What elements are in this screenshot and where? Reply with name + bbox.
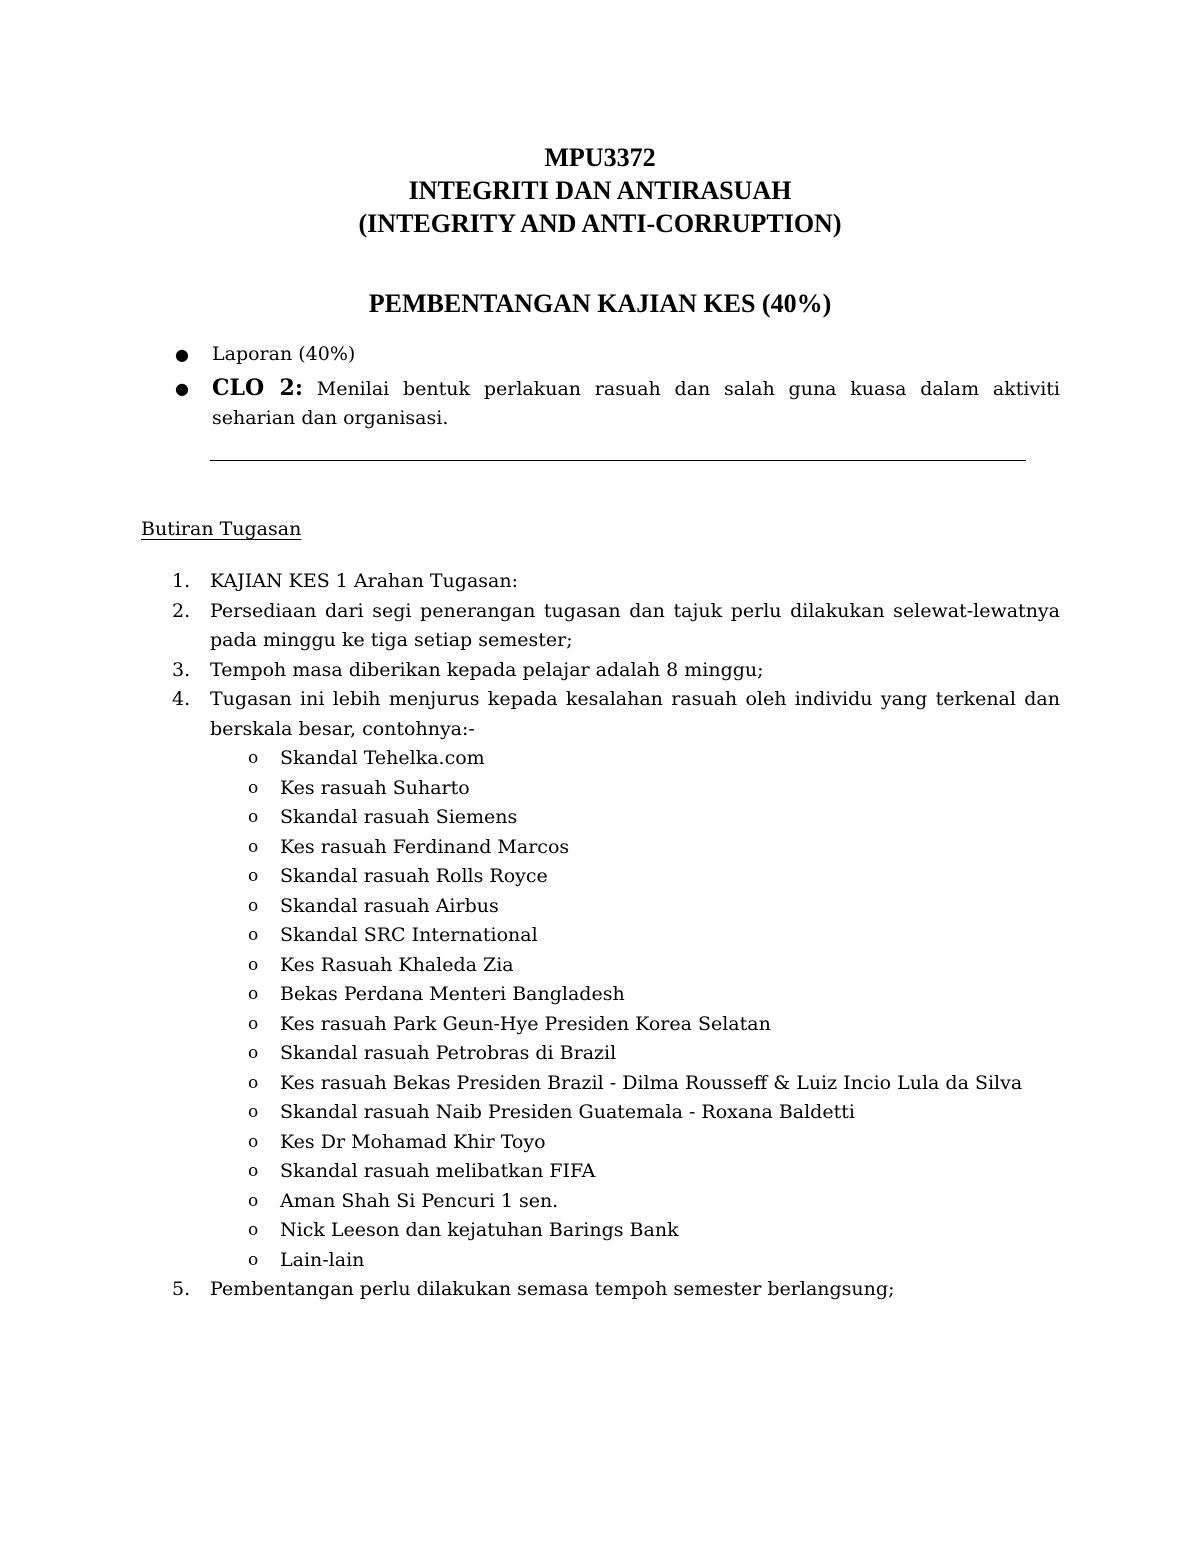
circle-bullet-icon: o bbox=[248, 807, 259, 827]
report-text: Laporan (40%) bbox=[212, 343, 356, 365]
item-number: 5. bbox=[172, 1278, 191, 1300]
circle-bullet-icon: o bbox=[248, 954, 259, 975]
example-text: Nick Leeson dan kejatuhan Barings Bank bbox=[280, 1219, 679, 1241]
item-text: Tugasan ini lebih menjurus kepada kesalahan rasuah oleh individu yang terkenal dan berskala besar, contohnya:- bbox=[210, 688, 1060, 740]
list-item bbox=[172, 567, 1060, 597]
course-name-ms: INTEGRITI DAN ANTIRASUAH bbox=[408, 176, 792, 205]
example-text: Aman Shah Si Pencuri 1 sen. bbox=[280, 1189, 559, 1212]
horizontal-rule bbox=[210, 460, 1026, 461]
example-item bbox=[210, 921, 1060, 951]
example-item bbox=[210, 774, 1060, 804]
item-text: Tempoh masa diberikan kepada pelajar adalah 8 minggu; bbox=[210, 658, 764, 681]
example-text: Kes rasuah Suharto bbox=[280, 776, 470, 799]
example-text: Skandal SRC International bbox=[280, 924, 538, 946]
details-heading: Butiran Tugasan bbox=[141, 518, 302, 540]
example-item bbox=[210, 1216, 1060, 1246]
circle-bullet-icon: o bbox=[248, 1013, 259, 1034]
example-item bbox=[210, 892, 1060, 922]
examples-list bbox=[210, 744, 1060, 1275]
list-item bbox=[172, 1275, 1060, 1305]
clo-label: CLO 2: bbox=[212, 374, 303, 401]
circle-bullet-icon: o bbox=[248, 1161, 259, 1181]
circle-bullet-icon: o bbox=[248, 984, 259, 1004]
circle-bullet-icon: o bbox=[248, 1190, 259, 1211]
circle-bullet-icon: o bbox=[248, 1249, 259, 1270]
circle-bullet-icon: o bbox=[248, 1072, 259, 1093]
summary-bullets bbox=[172, 340, 1060, 434]
item-number: 4. bbox=[172, 688, 191, 710]
circle-bullet-icon: o bbox=[248, 748, 259, 768]
task-list bbox=[172, 567, 1060, 1305]
example-item bbox=[210, 1039, 1060, 1069]
bullet-clo bbox=[172, 374, 1060, 434]
example-text: Kes Dr Mohamad Khir Toyo bbox=[280, 1130, 546, 1153]
example-item bbox=[210, 862, 1060, 892]
list-item bbox=[172, 685, 1060, 744]
example-text: Skandal Tehelka.com bbox=[280, 747, 485, 769]
item-number: 1. bbox=[172, 570, 191, 592]
clo-text: Menilai bentuk perlakuan rasuah dan salah guna kuasa dalam aktiviti seharian dan organisasi. bbox=[212, 377, 1060, 429]
item-text: Persediaan dari segi penerangan tugasan dan tajuk perlu dilakukan selewat-lewatnya pada minggu ke tiga setiap semester; bbox=[210, 599, 1060, 651]
title-block bbox=[0, 141, 1200, 320]
example-text: Skandal rasuah Naib Presiden Guatemala - Roxana Baldetti bbox=[280, 1101, 855, 1123]
list-item bbox=[172, 656, 1060, 686]
example-text: Lain-lain bbox=[280, 1248, 365, 1271]
bullet-dot-icon: ● bbox=[175, 378, 189, 398]
example-item bbox=[210, 1246, 1060, 1276]
example-item bbox=[210, 980, 1060, 1010]
section-title: PEMBENTANGAN KAJIAN KES (40%) bbox=[368, 289, 832, 318]
example-item bbox=[210, 1098, 1060, 1128]
example-item bbox=[210, 1010, 1060, 1040]
example-text: Bekas Perdana Menteri Bangladesh bbox=[280, 983, 625, 1005]
example-item bbox=[210, 1069, 1060, 1099]
circle-bullet-icon: o bbox=[248, 1043, 259, 1063]
item-number: 3. bbox=[172, 658, 191, 681]
list-item bbox=[172, 597, 1060, 656]
circle-bullet-icon: o bbox=[248, 1131, 259, 1152]
circle-bullet-icon: o bbox=[248, 1102, 259, 1122]
circle-bullet-icon: o bbox=[248, 1220, 259, 1240]
example-item bbox=[210, 803, 1060, 833]
example-text: Skandal rasuah Airbus bbox=[280, 894, 499, 917]
item-text: KAJIAN KES 1 Arahan Tugasan: bbox=[210, 570, 518, 592]
example-text: Kes Rasuah Khaleda Zia bbox=[280, 953, 514, 976]
example-item bbox=[210, 951, 1060, 981]
example-text: Skandal rasuah melibatkan FIFA bbox=[280, 1160, 596, 1182]
example-item bbox=[210, 1187, 1060, 1217]
example-text: Skandal rasuah Petrobras di Brazil bbox=[280, 1042, 617, 1064]
example-item bbox=[210, 1157, 1060, 1187]
bullet-report bbox=[172, 340, 1060, 370]
item-number: 2. bbox=[172, 599, 191, 622]
circle-bullet-icon: o bbox=[248, 836, 259, 857]
example-item bbox=[210, 744, 1060, 774]
course-code: MPU3372 bbox=[544, 143, 656, 172]
circle-bullet-icon: o bbox=[248, 777, 259, 798]
example-item bbox=[210, 1128, 1060, 1158]
example-text: Kes rasuah Park Geun-Hye Presiden Korea Selatan bbox=[280, 1012, 771, 1035]
example-item bbox=[210, 833, 1060, 863]
bullet-dot-icon: ● bbox=[175, 345, 189, 364]
example-text: Skandal rasuah Siemens bbox=[280, 806, 518, 828]
circle-bullet-icon: o bbox=[248, 895, 259, 916]
example-text: Kes rasuah Ferdinand Marcos bbox=[280, 835, 570, 858]
example-text: Kes rasuah Bekas Presiden Brazil - Dilma Rousseff & Luiz Incio Lula da Silva bbox=[280, 1071, 1023, 1094]
example-text: Skandal rasuah Rolls Royce bbox=[280, 865, 548, 887]
circle-bullet-icon: o bbox=[248, 866, 259, 886]
course-name-en: (INTEGRITY AND ANTI-CORRUPTION) bbox=[358, 209, 842, 238]
circle-bullet-icon: o bbox=[248, 925, 259, 945]
item-text: Pembentangan perlu dilakukan semasa tempoh semester berlangsung; bbox=[210, 1278, 895, 1300]
